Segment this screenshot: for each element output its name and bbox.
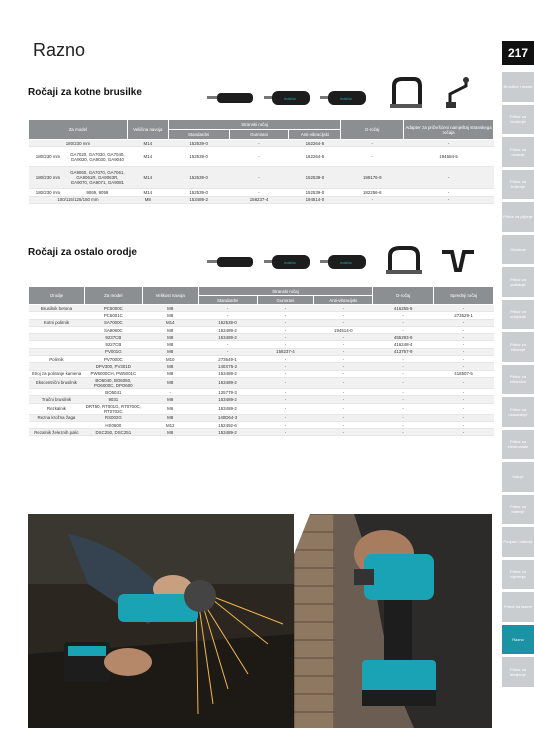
table-row [29,414,494,421]
cell-tool: Brusilnik betona [29,305,85,312]
cell-front: 418507-5 [434,370,494,377]
table-row [29,326,494,333]
cell-thread: - [142,388,198,395]
cell-front: - [434,388,494,395]
cell-rubber: - [257,377,314,388]
cell-tool: Ekscentrični brusilnik [29,377,85,388]
cell-model: SA9060C [84,326,142,333]
page-title: Razno [33,40,86,60]
cell-size: 100/115/125/150 mm [29,196,128,203]
cell-dhandle: - [341,196,404,203]
cell-standard: 153489-2 [198,377,257,388]
cell-dhandle: - [373,396,434,403]
cell-standard: - [198,348,257,355]
section-title-angle-grinder-handles: Ročaji za kotne brusilke [28,87,142,98]
cell-model: 9237CB [84,334,142,341]
angle-grinder-photo [28,514,294,728]
cell-model: GA9060, GA7070, GA7061, GA9061R, GA9063R, GA9070, GA9071, GA9081 [67,167,127,189]
cell-rubber: - [229,189,289,196]
cell-front: 273529-1 [434,312,494,319]
cell-thread: M8 [142,429,198,436]
header-rubber: Gumirani [257,296,314,305]
cell-tool: Tračni brusilnik [29,396,85,403]
cell-antivib: - [314,312,373,319]
cell-antivib: - [314,356,373,363]
cell-antivib: - [314,341,373,348]
cell-front: - [434,429,494,436]
cell-antivib: - [314,403,373,414]
table-row [29,356,494,363]
cell-standard: 273649-1 [198,356,257,363]
cell-dhandle: 416248-4 [373,341,434,348]
cell-antivib: 152539-0 [289,189,341,196]
cell-model: PV7000C [84,356,142,363]
cell-tool [29,388,85,395]
cell-tool: Rezkalnik [29,403,85,414]
cell-thread: M8 [142,348,198,355]
cell-antivib: 194514-0 [314,326,373,333]
tab-power-tools[interactable]: Pribor za elektroalate [502,430,534,460]
cell-rubber: - [257,396,314,403]
header-side-handle: Stranski ročaj [198,287,373,296]
cell-standard: 125779-3 [198,388,257,395]
cell-dhandle: - [373,370,434,377]
cell-rubber: - [257,370,314,377]
cell-standard: 153489-2 [198,326,257,333]
cell-front: - [434,326,494,333]
cell-rubber: - [257,319,314,326]
cell-standard: 153489-2 [168,196,229,203]
cell-tool: Rezalnik železnih palic [29,429,85,436]
cell-standard: 153489-2 [198,396,257,403]
tab-screwing[interactable]: Pribor za odvijanje [502,300,534,330]
cell-model: DSC250, DSC251 [84,429,142,436]
cell-antivib: - [314,348,373,355]
page-number: 217 [502,41,534,65]
tab-molds[interactable]: Kalupi [502,462,534,492]
cell-rubber: - [257,403,314,414]
header-front-handle: Sprednji ročaj [434,287,494,305]
cell-model: 9227CB [84,341,142,348]
cell-adapter: - [404,140,494,147]
cell-antivib: 152539-0 [289,167,341,189]
anti-vibration-handle-icon [318,86,368,110]
cell-standard: 140X75-2 [198,363,257,370]
cell-antivib: 162264-5 [289,140,341,147]
cell-model: GA7020, GA7030, GA7040, GA9020, GA9030, GA9040 [67,147,127,167]
tab-battery-acc[interactable]: Pribor za baterije [502,495,534,525]
cell-standard: 152492-6 [198,421,257,428]
tab-grinding[interactable]: Pribor za brušenje [502,105,534,135]
header-tool: Orodje [29,287,85,305]
cell-front: - [434,377,494,388]
cell-rubber: - [257,421,314,428]
table-body [29,305,494,436]
header-thread: Velikost navoja [142,287,198,305]
cell-model: BO6040, BO6050, PO6000C, DPO600 [84,377,142,388]
table-row [29,421,494,428]
table-row [29,388,494,395]
cell-thread: M10 [142,356,198,363]
cell-dhandle: - [373,388,434,395]
cell-dhandle: - [373,377,434,388]
tab-razno[interactable]: Razno [502,625,534,655]
cell-dhandle: 455293-9 [373,334,434,341]
table-row [29,403,494,414]
cell-dhandle: - [373,414,434,421]
cell-thread: M12 [142,421,198,428]
tab-measuring[interactable]: Pribor za mjerenje [502,560,534,590]
cell-dhandle: 182256-6 [341,189,404,196]
cell-size: 180/230 mm [29,189,68,196]
cell-thread: M6 [142,403,198,414]
cell-standard: 152539-0 [168,140,229,147]
cell-thread: M8 [142,370,198,377]
cell-front: - [434,396,494,403]
cell-tool [29,326,85,333]
cell-standard: - [198,312,257,319]
header-thread: Veličina navoja [127,120,168,140]
table-row [29,147,494,167]
header-standard: Standardni [198,296,257,305]
cell-antivib: - [314,414,373,421]
cell-model: PC5000C [84,305,142,312]
tab-vacuum[interactable]: Pribor za usisavanje [502,397,534,427]
cell-model: SA7000C [84,319,142,326]
cell-thread: M8 [142,414,198,421]
rubber-handle-icon [262,250,312,274]
cell-tool: Polirnik [29,356,85,363]
cell-tool [29,348,85,355]
cell-adapter: - [404,196,494,203]
cell-dhandle: 416255-9 [373,305,434,312]
cell-rubber: - [257,334,314,341]
cell-antivib: - [314,319,373,326]
tab-soldering[interactable]: Pribor za lemljenje [502,657,534,687]
cell-dhandle: - [373,363,434,370]
tab-cleaning[interactable]: Pribor za čišćenje [502,332,534,362]
cell-thread: M8 [127,196,168,203]
cell-thread: M8 [142,334,198,341]
cell-thread: M14 [127,167,168,189]
cell-tool [29,421,85,428]
cell-standard: 153489-2 [198,370,257,377]
cell-adapter: - [404,189,494,196]
table-row [29,377,494,388]
d-handle-icon [384,244,424,276]
cell-rubber: - [257,356,314,363]
table-row [29,363,494,370]
table-row [29,305,494,312]
cell-tool [29,312,85,319]
cell-thread: M8 [142,312,198,319]
cell-front: - [434,414,494,421]
table-row [29,348,494,355]
cell-rubber: - [257,326,314,333]
cell-model: DPV300, PV301D [84,363,142,370]
cell-thread: M8 [142,305,198,312]
svg-text:makita: makita [340,260,352,265]
angle-grinder-handles-table [28,119,494,204]
cell-rubber: - [257,388,314,395]
table-row [29,429,494,436]
cell-rubber: - [229,167,289,189]
cell-rubber: - [229,147,289,167]
header-antivib: Anti-vibracijski [314,296,373,305]
tab-grinders[interactable]: Brusilice i rezači [502,72,534,102]
tab-lasers[interactable]: Pribor za lasere [502,592,534,622]
cell-model: RS002G [84,414,142,421]
cell-antivib: - [314,429,373,436]
cell-front: - [434,363,494,370]
cell-front: - [434,348,494,355]
cell-rubber: 158237-4 [229,196,289,203]
cell-model: 9031 [84,396,142,403]
rubber-handle-icon [262,86,312,110]
cell-model: BO5041 [84,388,142,395]
header-adapter: Adapter za pričvršćeni namještaj stranskega ročaja [404,120,494,140]
tab-sawing[interactable]: Pribor za piljenje [502,202,534,232]
cell-rubber: - [257,429,314,436]
cell-dhandle: - [373,403,434,414]
header-rubber: Gumirani [229,130,289,140]
cell-rubber: - [229,140,289,147]
table-row [29,312,494,319]
cell-dhandle: - [373,429,434,436]
cell-size: 180/230 mm [29,147,68,167]
cell-thread: M14 [142,319,198,326]
cell-front: - [434,356,494,363]
cell-model: DRT50, RT001G, RT0700C, RT0702C [85,403,141,414]
cell-antivib: - [314,305,373,312]
cell-antivib: - [314,421,373,428]
cell-rubber: - [257,312,314,319]
tab-cutting[interactable]: Pribor za rezanje [502,137,534,167]
table-row [29,334,494,341]
header-model: Za model [84,287,142,305]
drill-photo [294,514,492,728]
cell-dhandle: - [373,312,434,319]
cell-model: PW5000CH, PW5001C [84,370,142,377]
cell-dhandle: 413767-9 [373,348,434,355]
cell-size: 180/230 mm [29,140,128,147]
table-row [29,196,494,203]
cell-thread: M14 [127,147,168,167]
table-row [29,341,494,348]
cell-rubber: 158237-4 [257,348,314,355]
cell-rubber: - [257,363,314,370]
cell-model: PC5001C [84,312,142,319]
cell-model: 9069, 9059 [67,189,127,196]
cell-thread: M8 [142,377,198,388]
table-row [29,140,494,147]
cell-standard: 152539-0 [168,167,229,189]
cell-thread: M8 [142,326,198,333]
cell-tool: Rezna krožna žaga [29,414,85,421]
cell-tool [29,363,85,370]
header-model: Za model [29,120,128,140]
cell-tool [29,334,85,341]
cell-standard: 153489-2 [198,429,257,436]
cell-antivib: 194514-0 [289,196,341,203]
svg-text:makita: makita [284,260,296,265]
cell-dhandle: - [373,326,434,333]
cell-rubber: - [257,305,314,312]
cell-thread: M14 [127,189,168,196]
cell-thread: M14 [127,140,168,147]
cell-antivib: - [314,363,373,370]
header-d-handle: D-ročaj [373,287,434,305]
cell-thread: M8 [142,396,198,403]
cell-dhandle: - [373,356,434,363]
cell-dhandle: - [341,147,404,167]
cell-model: HS0600 [84,421,142,428]
cell-front: - [434,305,494,312]
cell-rubber: - [257,414,314,421]
d-handle-icon [388,76,424,112]
other-tool-handles-table [28,286,494,436]
standard-handle-icon [205,88,255,108]
cell-dhandle: - [373,319,434,326]
cell-rubber: - [257,341,314,348]
section-title-other-tool-handles: Ročaji za ostalo orodje [28,247,137,258]
cell-dhandle: - [373,421,434,428]
cell-thread: M8 [142,341,198,348]
anti-vibration-handle-icon [318,250,368,274]
cell-standard: 152539-0 [168,189,229,196]
cell-front: - [434,334,494,341]
header-d-handle: D-ročaj [341,120,404,140]
cell-standard: 140D64-3 [198,414,257,421]
cell-tool [29,341,85,348]
cell-antivib: - [314,370,373,377]
cell-front: - [434,341,494,348]
header-antivib: Anti-vibracijski [289,130,341,140]
cell-standard: 152539-0 [198,319,257,326]
tab-polishing[interactable]: Pribor za poliranje [502,267,534,297]
cell-adapter: 194684-5 [404,147,494,167]
cell-dhandle: 199176-9 [341,167,404,189]
cell-standard: - [198,341,257,348]
front-handle-icon [438,244,478,276]
header-side-handle: Stranski ročaj [168,120,341,130]
cell-front: - [434,421,494,428]
table-row [29,319,494,326]
standard-handle-icon [205,252,255,272]
cell-antivib: - [314,377,373,388]
tab-routing[interactable]: Glodanje [502,235,534,265]
cell-front: - [434,319,494,326]
table-row [29,167,494,189]
cell-size: 180/230 mm [29,167,68,189]
tab-garden[interactable]: Pribor za vrtlarstvo [502,365,534,395]
tab-chargers[interactable]: Punjači i baterije [502,527,534,557]
adapter-bracket-icon [444,76,474,110]
cell-standard: 153489-2 [198,334,257,341]
table-row [29,370,494,377]
cell-standard: - [198,305,257,312]
cell-front: - [434,403,494,414]
table-row [29,396,494,403]
table-row [29,189,494,196]
tab-drilling[interactable]: Pribor za bušenje [502,170,534,200]
cell-model: PV001G [84,348,142,355]
svg-text:makita: makita [340,96,352,101]
cell-dhandle: - [341,140,404,147]
cell-antivib: - [314,334,373,341]
cell-tool: Kotni polirnik [29,319,85,326]
cell-antivib: - [314,396,373,403]
cell-standard: 152539-0 [168,147,229,167]
cell-standard: 153489-2 [198,403,257,414]
svg-text:makita: makita [284,96,296,101]
header-standard: Standardni [168,130,229,140]
cell-tool: Stroj za poliranje kamena [29,370,85,377]
cell-adapter: - [404,167,494,189]
cell-antivib: 162264-5 [289,147,341,167]
cell-thread: M8 [142,363,198,370]
category-tabstrip [502,72,534,690]
cell-antivib: - [314,388,373,395]
